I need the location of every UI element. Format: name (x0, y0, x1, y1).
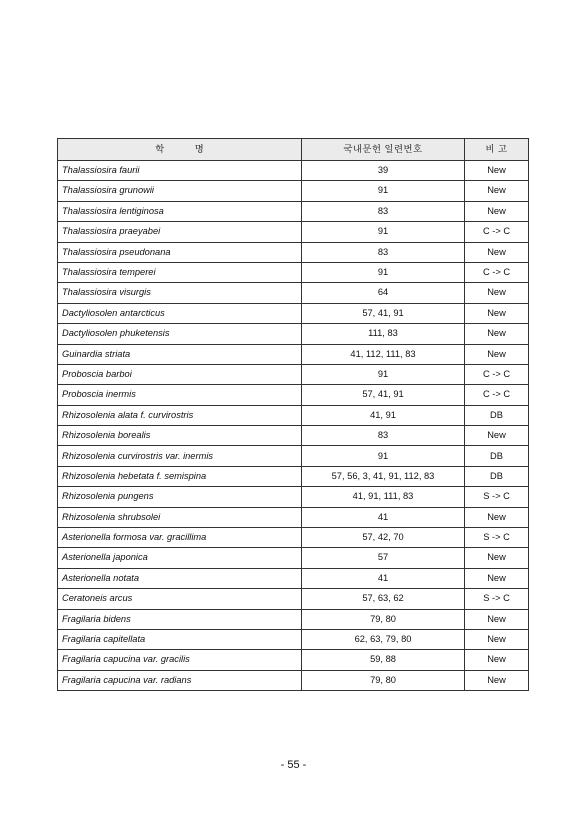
species-name-cell: Rhizosolenia alata f. curvirostris (58, 405, 302, 425)
table-row (58, 548, 529, 568)
remark-cell: DB (465, 466, 529, 486)
table-row (58, 629, 529, 649)
remark-cell: New (465, 303, 529, 323)
reference-numbers-cell: 64 (302, 283, 465, 303)
reference-numbers-cell: 57, 41, 91 (302, 303, 465, 323)
species-name-cell: Thalassiosira temperei (58, 262, 302, 282)
page-number: - 55 - (280, 759, 307, 771)
remark-cell: S -> C (465, 528, 529, 548)
reference-numbers-cell: 57, 41, 91 (302, 385, 465, 405)
table-row (58, 670, 529, 690)
reference-numbers-cell: 91 (302, 181, 465, 201)
reference-numbers-cell: 41, 91 (302, 405, 465, 425)
table-row (58, 528, 529, 548)
remark-cell: C -> C (465, 385, 529, 405)
remark-cell: C -> C (465, 222, 529, 242)
remark-cell: New (465, 609, 529, 629)
reference-numbers-cell: 111, 83 (302, 324, 465, 344)
remark-cell: New (465, 507, 529, 527)
species-name-cell: Asterionella japonica (58, 548, 302, 568)
table-body (58, 161, 529, 691)
remark-cell: New (465, 568, 529, 588)
table-row (58, 446, 529, 466)
reference-numbers-cell: 91 (302, 364, 465, 384)
species-name-cell: Thalassiosira grunowii (58, 181, 302, 201)
table-row (58, 283, 529, 303)
reference-numbers-cell: 59, 88 (302, 650, 465, 670)
remark-cell: New (465, 548, 529, 568)
table-row (58, 324, 529, 344)
remark-cell: New (465, 181, 529, 201)
remark-cell: S -> C (465, 487, 529, 507)
header-reference-numbers: 국내문헌 일련번호 (302, 139, 465, 161)
species-name-cell: Thalassiosira faurii (58, 161, 302, 181)
reference-numbers-cell: 41, 91, 111, 83 (302, 487, 465, 507)
reference-numbers-cell: 79, 80 (302, 670, 465, 690)
reference-numbers-cell: 57 (302, 548, 465, 568)
table-header-row (58, 139, 529, 161)
reference-numbers-cell: 79, 80 (302, 609, 465, 629)
remark-cell: New (465, 650, 529, 670)
species-name-cell: Guinardia striata (58, 344, 302, 364)
species-name-cell: Proboscia inermis (58, 385, 302, 405)
reference-numbers-cell: 57, 42, 70 (302, 528, 465, 548)
remark-cell: New (465, 670, 529, 690)
species-name-cell: Rhizosolenia shrubsolei (58, 507, 302, 527)
species-name-cell: Rhizosolenia pungens (58, 487, 302, 507)
remark-cell: New (465, 161, 529, 181)
table-row (58, 487, 529, 507)
species-name-cell: Fragilaria capucina var. radians (58, 670, 302, 690)
species-name-cell: Rhizosolenia hebetata f. semispina (58, 466, 302, 486)
species-name-cell: Rhizosolenia curvirostris var. inermis (58, 446, 302, 466)
remark-cell: New (465, 201, 529, 221)
species-name-cell: Asterionella formosa var. gracillima (58, 528, 302, 548)
table-row (58, 405, 529, 425)
reference-numbers-cell: 57, 63, 62 (302, 589, 465, 609)
table-row (58, 303, 529, 323)
reference-numbers-cell: 41 (302, 568, 465, 588)
header-remarks: 비 고 (465, 139, 529, 161)
species-name-cell: Thalassiosira visurgis (58, 283, 302, 303)
species-name-cell: Fragilaria bidens (58, 609, 302, 629)
table-row (58, 609, 529, 629)
species-name-cell: Rhizosolenia borealis (58, 426, 302, 446)
reference-numbers-cell: 91 (302, 262, 465, 282)
species-name-cell: Thalassiosira lentiginosa (58, 201, 302, 221)
reference-numbers-cell: 57, 56, 3, 41, 91, 112, 83 (302, 466, 465, 486)
table-row (58, 568, 529, 588)
table-row (58, 364, 529, 384)
reference-numbers-cell: 91 (302, 222, 465, 242)
table-row (58, 650, 529, 670)
remark-cell: DB (465, 405, 529, 425)
reference-numbers-cell: 41, 112, 111, 83 (302, 344, 465, 364)
species-name-cell: Fragilaria capitellata (58, 629, 302, 649)
remark-cell: S -> C (465, 589, 529, 609)
remark-cell: New (465, 242, 529, 262)
remark-cell: C -> C (465, 262, 529, 282)
species-name-cell: Dactyliosolen antarcticus (58, 303, 302, 323)
table-row (58, 262, 529, 282)
table-row (58, 242, 529, 262)
remark-cell: New (465, 324, 529, 344)
species-name-cell: Thalassiosira praeyabei (58, 222, 302, 242)
table-row (58, 466, 529, 486)
species-name-cell: Fragilaria capucina var. gracilis (58, 650, 302, 670)
table-row (58, 385, 529, 405)
table-row (58, 589, 529, 609)
species-table-container (57, 138, 528, 691)
remark-cell: DB (465, 446, 529, 466)
remark-cell: New (465, 426, 529, 446)
remark-cell: New (465, 283, 529, 303)
table-row (58, 222, 529, 242)
species-table (57, 138, 529, 691)
species-name-cell: Proboscia barboi (58, 364, 302, 384)
reference-numbers-cell: 83 (302, 242, 465, 262)
reference-numbers-cell: 39 (302, 161, 465, 181)
header-scientific-name: 학 명 (58, 139, 302, 161)
reference-numbers-cell: 91 (302, 446, 465, 466)
species-name-cell: Thalassiosira pseudonana (58, 242, 302, 262)
remark-cell: New (465, 629, 529, 649)
species-name-cell: Ceratoneis arcus (58, 589, 302, 609)
table-row (58, 344, 529, 364)
reference-numbers-cell: 62, 63, 79, 80 (302, 629, 465, 649)
reference-numbers-cell: 83 (302, 426, 465, 446)
table-row (58, 181, 529, 201)
table-row (58, 426, 529, 446)
table-row (58, 161, 529, 181)
species-name-cell: Asterionella notata (58, 568, 302, 588)
species-name-cell: Dactyliosolen phuketensis (58, 324, 302, 344)
remark-cell: New (465, 344, 529, 364)
remark-cell: C -> C (465, 364, 529, 384)
reference-numbers-cell: 41 (302, 507, 465, 527)
table-row (58, 201, 529, 221)
table-row (58, 507, 529, 527)
reference-numbers-cell: 83 (302, 201, 465, 221)
